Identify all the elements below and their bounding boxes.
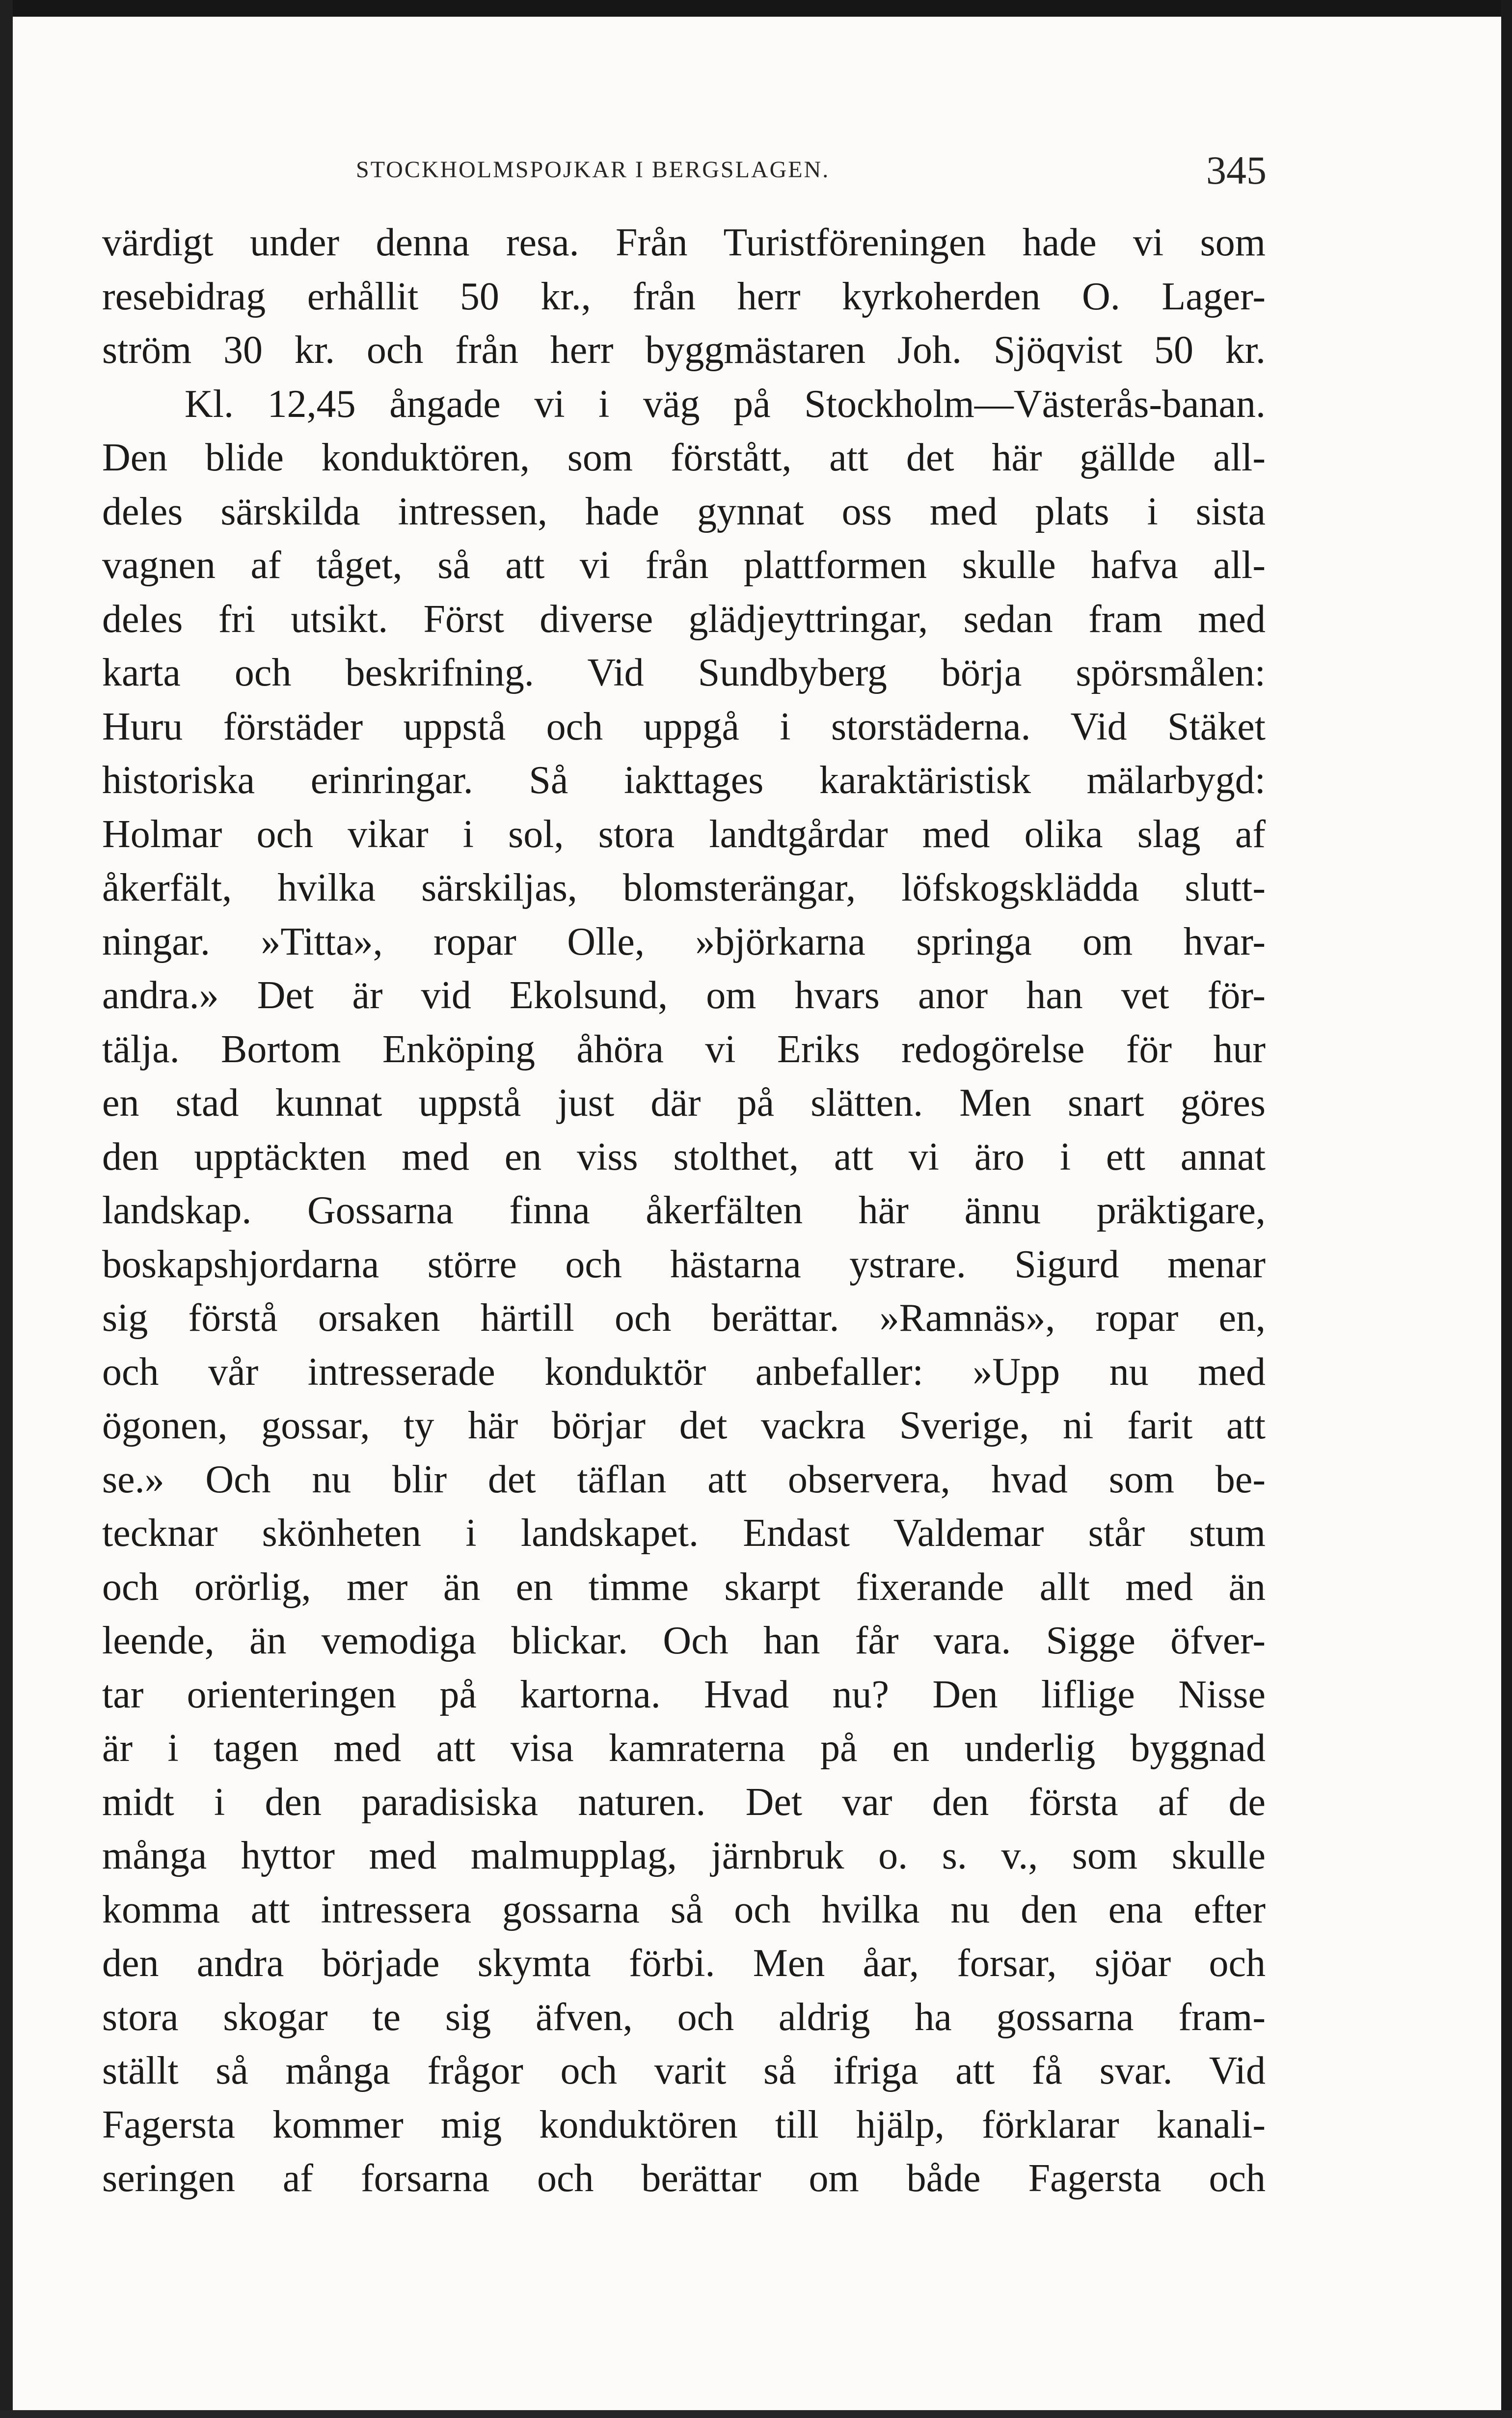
- text-line: den andra började skymta förbi. Men åar, forsar, sjöar och: [102, 1942, 1266, 1985]
- text-line: tar orienteringen på kartorna. Hvad nu? Den liflige Nisse: [102, 1673, 1266, 1716]
- text-line: åkerfält, hvilka särskiljas, blomsterängar, löfskogsklädda slutt-: [102, 866, 1266, 909]
- scan-edge-left: [0, 0, 13, 2418]
- text-line: deles särskilda intressen, hade gynnat oss med plats i sista: [102, 490, 1266, 533]
- text-line: leende, än vemodiga blickar. Och han får vara. Sigge öfver-: [102, 1619, 1266, 1662]
- text-line: en stad kunnat uppstå just där på slätten. Men snart göres: [102, 1081, 1266, 1125]
- text-line: stora skogar te sig äfven, och aldrig ha gossarna fram-: [102, 1995, 1266, 2039]
- scan-edge-right: [1501, 0, 1512, 2418]
- text-line: vagnen af tåget, så att vi från plattformen skulle hafva all-: [102, 544, 1266, 587]
- text-line: Holmar och vikar i sol, stora landtgårdar med olika slag af: [102, 812, 1266, 856]
- text-line: komma att intressera gossarna så och hvilka nu den ena efter: [102, 1888, 1266, 1931]
- running-head: [0, 0, 1512, 196]
- text-line: resebidrag erhållit 50 kr., från herr kyrkoherden O. Lager-: [102, 275, 1266, 318]
- text-line: den upptäckten med en viss stolthet, att vi äro i ett annat: [102, 1135, 1266, 1179]
- text-line: historiska erinringar. Så iakttages karaktäristisk mälarbygd:: [102, 759, 1266, 802]
- text-line: Fagersta kommer mig konduktören till hjälp, förklarar kanali-: [102, 2103, 1266, 2146]
- text-line: sig förstå orsaken härtill och berättar. »Ramnäs», ropar en,: [102, 1296, 1266, 1340]
- text-line: tälja. Bortom Enköping åhöra vi Eriks redogörelse för hur: [102, 1027, 1266, 1071]
- text-line: boskapshjordarna större och hästarna ystrare. Sigurd menar: [102, 1242, 1266, 1286]
- text-line: är i tagen med att visa kamraterna på en underlig byggnad: [102, 1727, 1266, 1770]
- text-line: och orörlig, mer än en timme skarpt fixerande allt med än: [102, 1565, 1266, 1609]
- page-number: 345: [1206, 148, 1267, 192]
- text-line: Huru förstäder uppstå och uppgå i storstäderna. Vid Stäket: [102, 705, 1266, 748]
- running-head-title: STOCKHOLMSPOJKAR I BERGSLAGEN.: [356, 157, 830, 183]
- text-line: Kl. 12,45 ångade vi i väg på Stockholm—Västerås-banan.: [185, 382, 1266, 426]
- text-line: karta och beskrifning. Vid Sundbyberg börja spörsmålen:: [102, 651, 1266, 694]
- text-line: andra.» Det är vid Ekolsund, om hvars anor han vet för-: [102, 974, 1266, 1017]
- text-line: många hyttor med malmupplag, järnbruk o. s. v., som skulle: [102, 1834, 1266, 1877]
- body-text: [102, 216, 1266, 2210]
- text-line: midt i den paradisiska naturen. Det var den första af de: [102, 1780, 1266, 1824]
- text-line: Den blide konduktören, som förstått, att det här gällde all-: [102, 436, 1266, 479]
- text-line: landskap. Gossarna finna åkerfälten här ännu präktigare,: [102, 1189, 1266, 1232]
- text-line: deles fri utsikt. Först diverse glädjeyttringar, sedan fram med: [102, 597, 1266, 641]
- text-line: värdigt under denna resa. Från Turistföreningen hade vi som: [102, 221, 1266, 264]
- text-line: och vår intresserade konduktör anbefaller: »Upp nu med: [102, 1350, 1266, 1394]
- scan-edge-bottom: [0, 2410, 1512, 2418]
- text-line: ställt så många frågor och varit så ifriga att få svar. Vid: [102, 2049, 1266, 2092]
- text-line: ström 30 kr. och från herr byggmästaren Joh. Sjöqvist 50 kr.: [102, 329, 1266, 372]
- text-line: tecknar skönheten i landskapet. Endast Valdemar står stum: [102, 1511, 1266, 1555]
- text-line: seringen af forsarna och berättar om både Fagersta och: [102, 2157, 1266, 2200]
- text-line: se.» Och nu blir det täflan att observera, hvad som be-: [102, 1457, 1266, 1501]
- text-line: ögonen, gossar, ty här börjar det vackra Sverige, ni farit att: [102, 1404, 1266, 1447]
- text-line: ningar. »Titta», ropar Olle, »björkarna springa om hvar-: [102, 920, 1266, 963]
